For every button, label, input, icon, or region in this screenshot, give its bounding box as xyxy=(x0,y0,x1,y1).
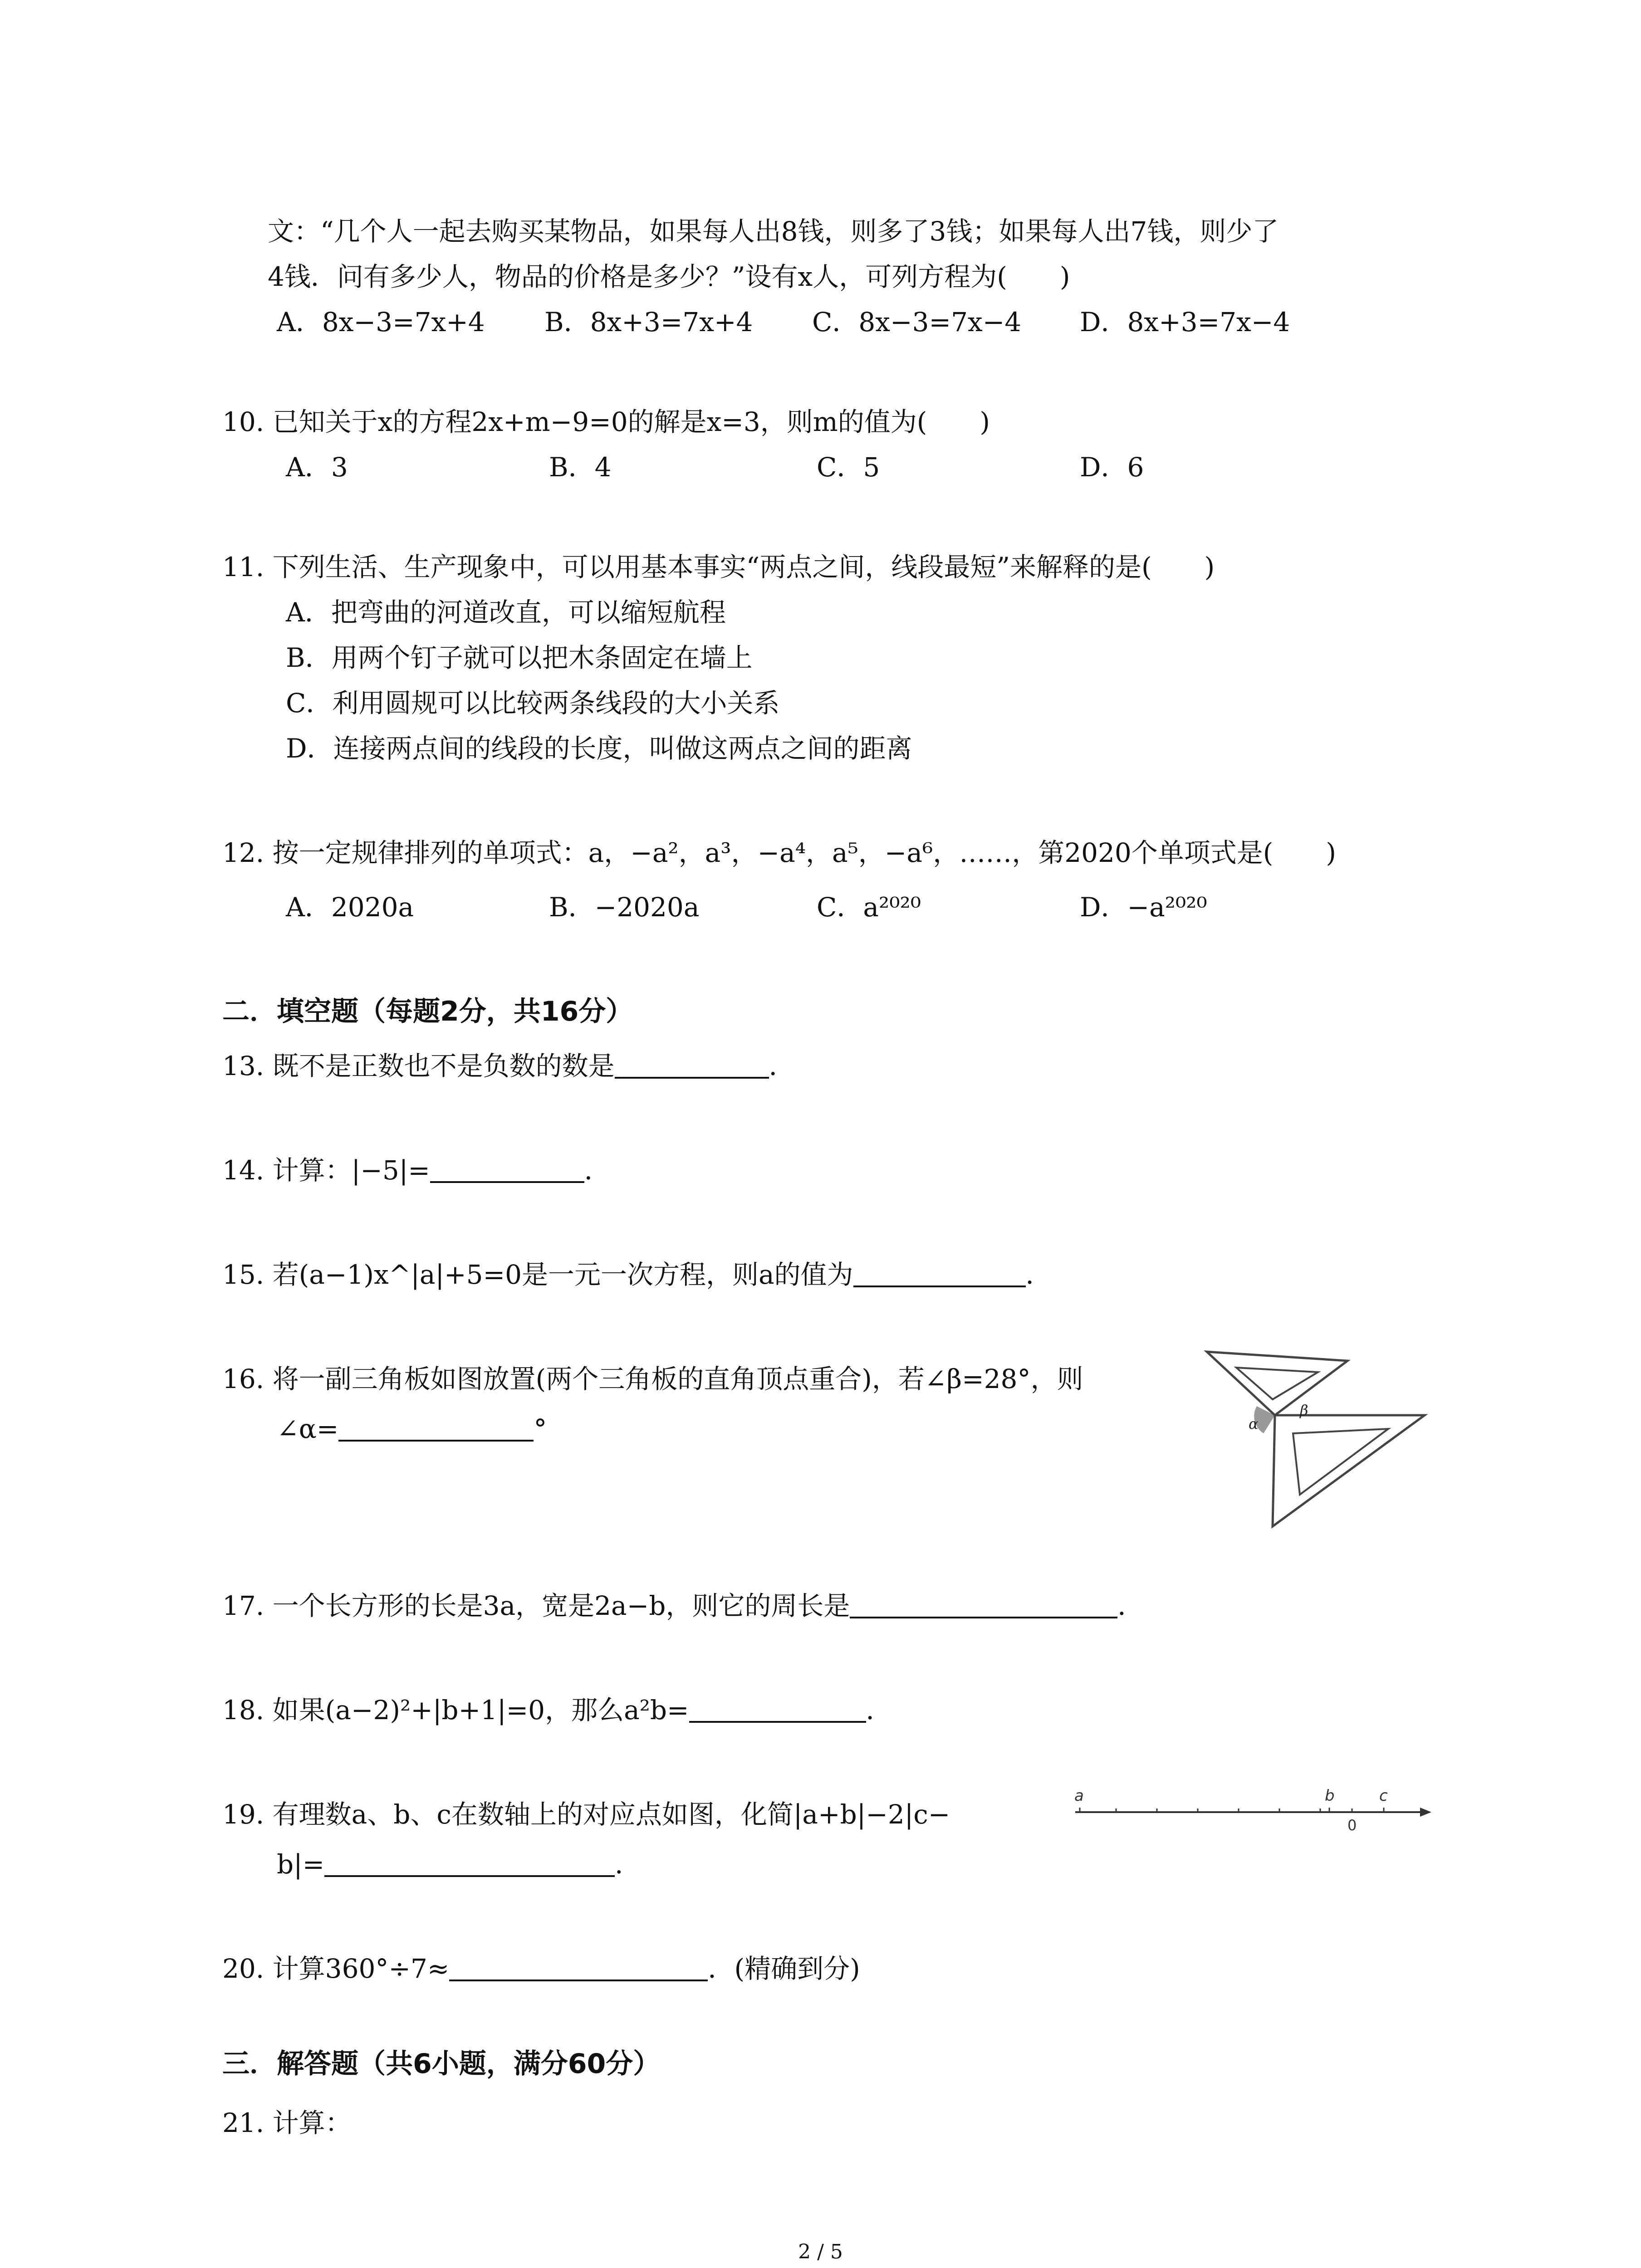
q9-option-a: A．8x−3=7x+4 xyxy=(277,307,485,337)
number-line-figure xyxy=(1066,1778,1438,1842)
q13-end: ． xyxy=(769,1051,795,1081)
q19-text-line2: b|= xyxy=(277,1849,325,1880)
q16-text-line2: ∠α= xyxy=(277,1413,339,1444)
q15 xyxy=(222,1256,1052,1293)
q10-option-a: A．3 xyxy=(286,452,348,483)
q9-text-line2: 4钱．问有多少人，物品的价格是多少？”设有x人，可列方程为( ) xyxy=(268,261,1070,292)
q15-text: 15. 若(a−1)x^|a|+5=0是一元一次方程，则a的值为 xyxy=(222,1259,853,1290)
q19-end: ． xyxy=(615,1849,642,1880)
q20-end: ．(精确到分) xyxy=(708,1953,860,1984)
q17-answer-blank xyxy=(850,1589,1117,1618)
q10-option-d: D．6 xyxy=(1080,452,1144,483)
page-number: 2 / 5 xyxy=(798,2240,843,2263)
q21-text: 21. 计算： xyxy=(222,2107,352,2138)
q16-degree: ° xyxy=(534,1413,547,1444)
q14 xyxy=(222,1152,611,1188)
q19-text-line1: 19. 有理数a、b、c在数轴上的对应点如图，化简|a+b|−2|c− xyxy=(222,1799,950,1830)
set-squares-figure xyxy=(1198,1343,1443,1533)
q10-option-c: C．5 xyxy=(817,452,880,483)
q12-option-a: A．2020a xyxy=(286,892,414,923)
q15-answer-blank xyxy=(853,1258,1026,1287)
q13 xyxy=(222,1048,795,1084)
q11-option-d: D．连接两点间的线段的长度，叫做这两点之间的距离 xyxy=(286,733,912,764)
q20 xyxy=(222,1950,860,1987)
q9-text-line1: 文：“几个人一起去购买某物品，如果每人出8钱，则多了3钱；如果每人出7钱，则少了 xyxy=(268,216,1279,247)
point-c-label: c xyxy=(1379,1787,1388,1805)
q18-text: 18. 如果(a−2)²+|b+1|=0，那么a²b= xyxy=(222,1695,689,1725)
q14-answer-blank xyxy=(430,1154,584,1183)
q11-text: 11. 下列生活、生产现象中，可以用基本事实“两点之间，线段最短”来解释的是( ) xyxy=(222,552,1215,582)
section-3-heading: 三．解答题（共6小题，满分60分） xyxy=(222,2048,661,2080)
q10-option-b: B．4 xyxy=(549,452,612,483)
q20-text: 20. 计算360°÷7≈ xyxy=(222,1953,450,1984)
zero-label: 0 xyxy=(1347,1817,1357,1834)
axis-arrow xyxy=(1420,1808,1431,1817)
q10-text: 10. 已知关于x的方程2x+m−9=0的解是x=3，则m的值为( ) xyxy=(222,406,990,437)
q14-end: ． xyxy=(584,1155,611,1186)
q11-option-a: A．把弯曲的河道改直，可以缩短航程 xyxy=(286,597,726,628)
q9-option-b: B．8x+3=7x+4 xyxy=(544,307,753,337)
q9-option-c: C．8x−3=7x−4 xyxy=(812,307,1022,337)
q14-text: 14. 计算：|−5|= xyxy=(222,1155,430,1186)
point-a-label: a xyxy=(1074,1787,1084,1805)
q18 xyxy=(222,1692,892,1728)
q12-option-c: C．a²⁰²⁰ xyxy=(817,892,921,923)
q16-answer-blank xyxy=(338,1413,534,1442)
section-2-heading: 二．填空题（每题2分，共16分） xyxy=(222,996,633,1027)
q18-answer-blank xyxy=(689,1694,866,1723)
q11-option-b: B．用两个钉子就可以把木条固定在墙上 xyxy=(286,642,753,673)
q12-option-d: D．−a²⁰²⁰ xyxy=(1080,892,1207,923)
alpha-label: α xyxy=(1249,1415,1259,1432)
q19-answer-blank xyxy=(324,1848,615,1877)
q13-text: 13. 既不是正数也不是负数的数是 xyxy=(222,1051,615,1081)
q17 xyxy=(222,1588,1144,1624)
q13-answer-blank xyxy=(615,1050,769,1079)
beta-label: β xyxy=(1300,1402,1308,1419)
q9-option-d: D．8x+3=7x−4 xyxy=(1080,307,1290,337)
q17-text: 17. 一个长方形的长是3a，宽是2a−b，则它的周长是 xyxy=(222,1590,850,1621)
q12-option-b: B．−2020a xyxy=(549,892,700,923)
q15-end: ． xyxy=(1025,1259,1052,1290)
upper-triangle-inner xyxy=(1236,1368,1318,1399)
q12-text: 12. 按一定规律排列的单项式：a，−a²，a³，−a⁴，a⁵，−a⁶，……，第2020个单项式是( ) xyxy=(222,837,1337,868)
q20-answer-blank xyxy=(449,1952,708,1981)
q11-option-c: C．利用圆规可以比较两条线段的大小关系 xyxy=(286,688,780,719)
lower-triangle-inner xyxy=(1293,1429,1388,1495)
q19-line2 xyxy=(277,1846,641,1882)
q18-end: ． xyxy=(866,1695,892,1725)
q17-end: ． xyxy=(1117,1590,1144,1621)
point-b-label: b xyxy=(1325,1787,1335,1805)
upper-triangle xyxy=(1207,1352,1347,1415)
lower-triangle xyxy=(1273,1415,1425,1526)
q16-text-line1: 16. 将一副三角板如图放置(两个三角板的直角顶点重合)，若∠β=28°，则 xyxy=(222,1364,1083,1394)
q16-line2 xyxy=(277,1411,547,1447)
